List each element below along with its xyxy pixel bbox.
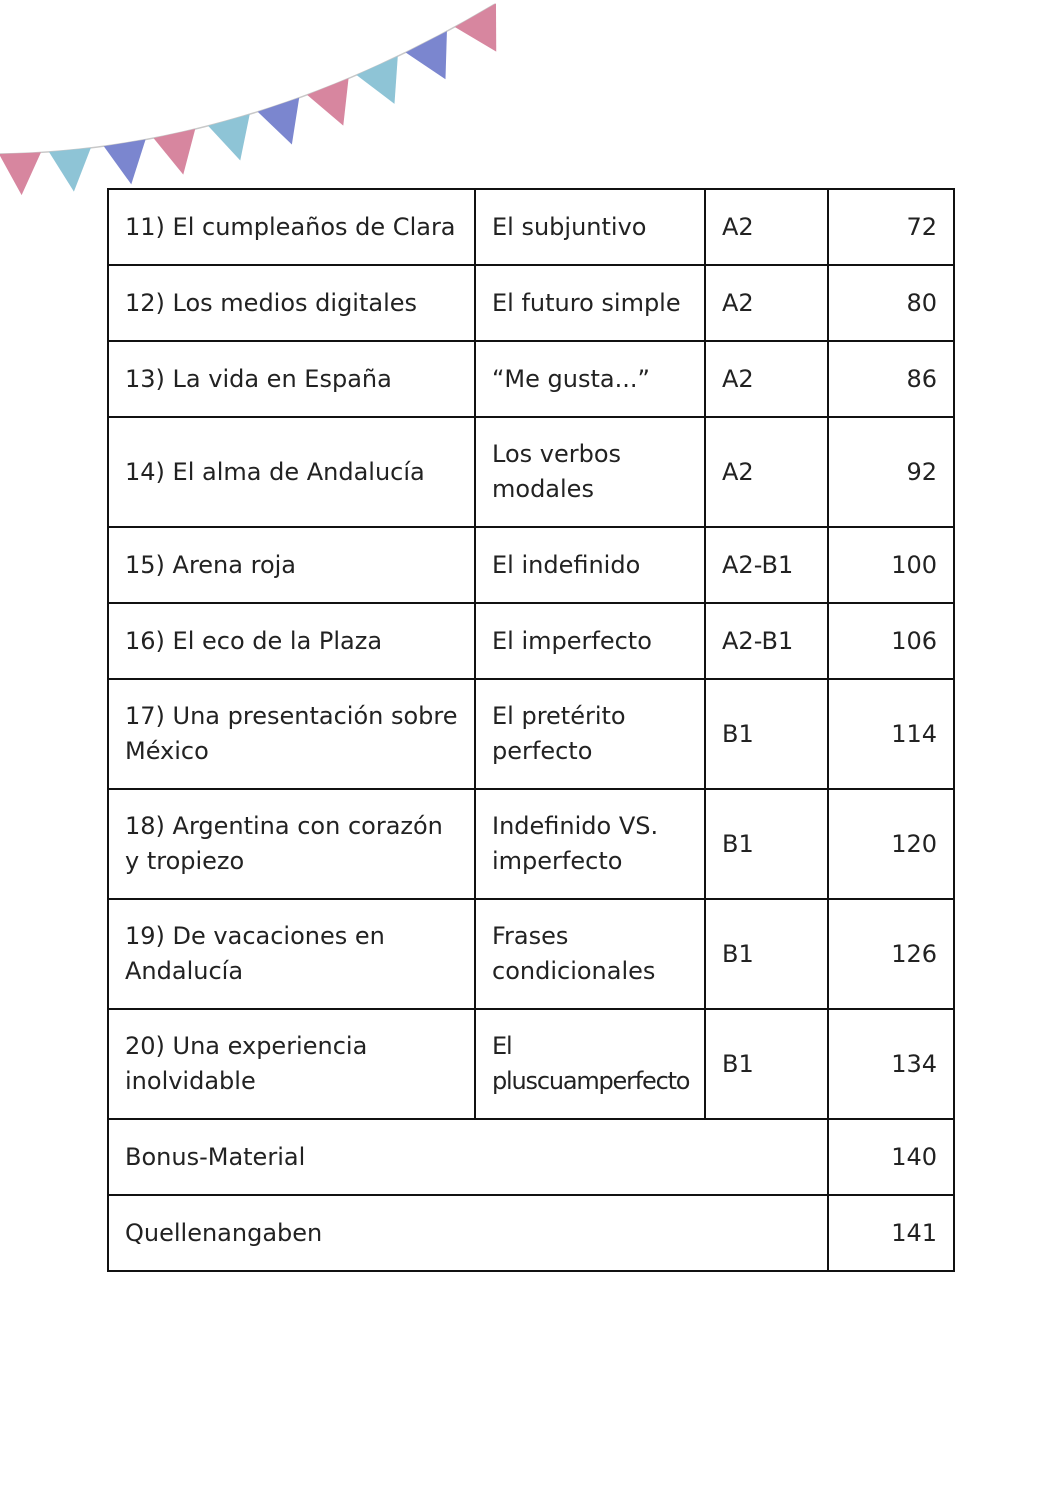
toc-row[interactable] [108,679,954,789]
grammar-topic: El pretérito perfecto [475,679,705,789]
toc-row-extra[interactable] [108,1195,954,1271]
bunting-decoration [0,0,520,200]
toc-row[interactable] [108,189,954,265]
page-number: 72 [828,189,954,265]
toc-row-extra[interactable] [108,1119,954,1195]
bunting-flag [356,56,397,104]
chapter-title: 18) Argentina con corazón y tropiezo [108,789,475,899]
section-label: Quellenangaben [108,1195,828,1271]
level: B1 [705,679,828,789]
toc-row[interactable] [108,341,954,417]
grammar-topic: El subjuntivo [475,189,705,265]
toc-row[interactable] [108,789,954,899]
toc-row[interactable] [108,265,954,341]
bunting-flag [0,152,41,195]
chapter-title: 11) El cumpleaños de Clara [108,189,475,265]
bunting-flag [49,148,91,192]
chapter-title: 14) El alma de Andalucía [108,417,475,527]
chapter-title: 16) El eco de la Plaza [108,603,475,679]
page-number: 141 [828,1195,954,1271]
bunting-flag [455,3,496,51]
bunting-flags [0,3,496,195]
chapter-title: 19) De vacaciones en Andalucía [108,899,475,1009]
bunting-flag [154,129,196,175]
chapter-title: 17) Una presentación sobre México [108,679,475,789]
page-number: 106 [828,603,954,679]
page-number: 134 [828,1009,954,1119]
bunting-string [0,4,495,154]
page-number: 140 [828,1119,954,1195]
page-number: 100 [828,527,954,603]
grammar-topic: Los verbos modales [475,417,705,527]
grammar-topic: Indefinido VS. imperfecto [475,789,705,899]
bunting-flag [208,114,250,160]
grammar-topic: El pluscuamperfecto [475,1009,705,1119]
grammar-topic: El imperfecto [475,603,705,679]
level: A2-B1 [705,527,828,603]
bunting-flag [406,31,447,79]
page-number: 80 [828,265,954,341]
bunting-flag [104,140,146,185]
level: B1 [705,1009,828,1119]
grammar-topic: Frases condicionales [475,899,705,1009]
level: A2 [705,417,828,527]
toc-row[interactable] [108,899,954,1009]
chapter-title: 13) La vida en España [108,341,475,417]
grammar-topic: “Me gusta...” [475,341,705,417]
section-label: Bonus-Material [108,1119,828,1195]
page-number: 114 [828,679,954,789]
toc-row[interactable] [108,417,954,527]
toc-row[interactable] [108,527,954,603]
level: A2 [705,265,828,341]
level: A2-B1 [705,603,828,679]
level: B1 [705,899,828,1009]
grammar-topic: El futuro simple [475,265,705,341]
bunting-flag [307,78,348,125]
toc-row[interactable] [108,1009,954,1119]
grammar-topic: El indefinido [475,527,705,603]
page-number: 92 [828,417,954,527]
chapter-title: 20) Una experiencia inolvidable [108,1009,475,1119]
page-number: 120 [828,789,954,899]
page-number: 86 [828,341,954,417]
level: A2 [705,189,828,265]
bunting-flag [258,98,300,145]
chapter-title: 15) Arena roja [108,527,475,603]
page-number: 126 [828,899,954,1009]
chapter-title: 12) Los medios digitales [108,265,475,341]
toc-row[interactable] [108,603,954,679]
table-of-contents [107,188,955,1272]
level: A2 [705,341,828,417]
level: B1 [705,789,828,899]
